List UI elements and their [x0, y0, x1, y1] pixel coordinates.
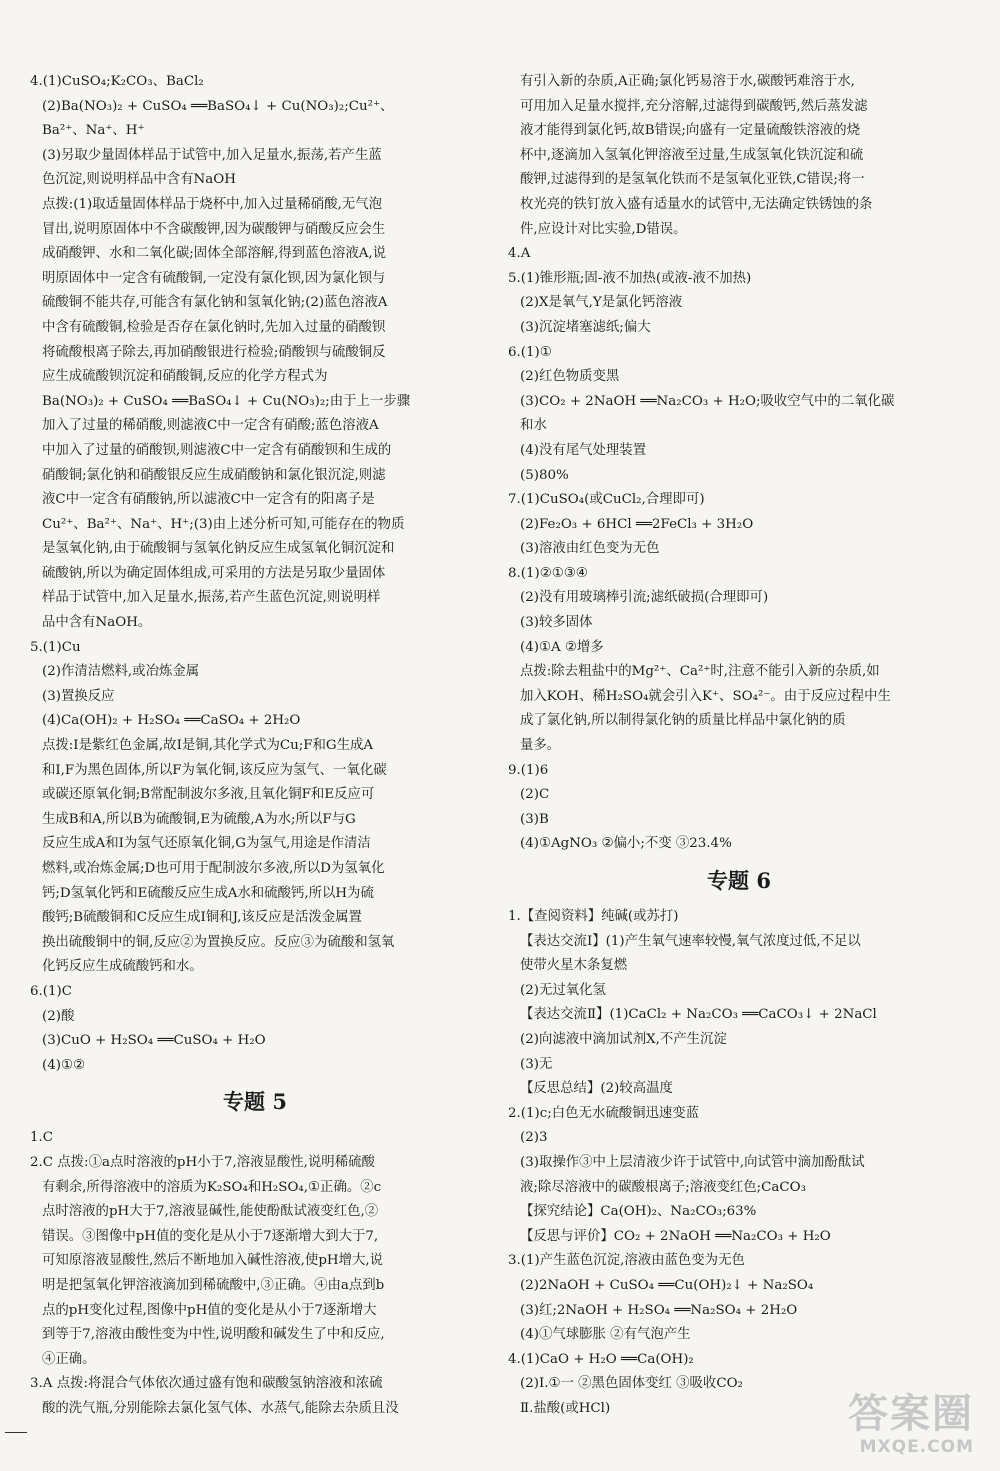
answer-line: 到等于7,溶液由酸性变为中性,说明酸和碱发生了中和反应,	[42, 1327, 385, 1343]
answer-line: 6.(1)C	[30, 983, 72, 999]
answer-line: 【表达交流Ⅰ】(1)产生氧气速率较慢,氧气浓度过低,不足以	[520, 933, 861, 949]
answer-line: 5.(1)锥形瓶;固-液不加热(或液-液不加热)	[508, 270, 752, 286]
answer-line: (2)作清洁燃料,或冶炼金属	[42, 664, 200, 680]
answer-line: 成了氯化钠,所以制得氯化钠的质量比样品中氯化钠的质	[520, 713, 846, 729]
answer-line: (3)另取少量固体样品于试管中,加入足量水,振荡,若产生蓝	[42, 147, 382, 163]
answer-line: 成硝酸钾、水和二氧化碳;固体全部溶解,得到蓝色溶液A,说	[42, 246, 387, 262]
answer-line: 生成B和A,所以B为硫酸铜,E为硫酸,A为水;所以F与G	[42, 811, 356, 827]
answer-line: 加入KOH、稀H₂SO₄就会引入K⁺、SO₄²⁻。由于反应过程中生	[520, 688, 891, 704]
answer-line: 品中含有NaOH。	[42, 615, 152, 631]
answer-line: 2.(1)c;白色无水硫酸铜迅速变蓝	[508, 1105, 700, 1121]
answer-line: 8.(1)②①③④	[508, 565, 588, 581]
answer-line: 7.(1)CuSO₄(或CuCl₂,合理即可)	[508, 492, 705, 508]
answer-line: 错误。③图像中pH值的变化是从小于7逐渐增大到大于7,	[42, 1228, 379, 1244]
answer-line: 反应生成A和I为氢气还原氧化铜,G为氢气,用途是作清洁	[42, 836, 371, 852]
right-column	[508, 70, 970, 1421]
answer-line: 1.C	[30, 1130, 54, 1146]
watermark-url: MXQE.COM	[859, 1437, 974, 1457]
answer-line: 点拨:I是紫红色金属,故I是铜,其化学式为Cu;F和G生成A	[42, 738, 374, 754]
answer-line: 硫酸铜不能共存,可能含有氯化钠和氢氧化钠;(2)蓝色溶液A	[42, 295, 388, 311]
answer-line: 将硫酸根离子除去,再加硝酸银进行检验;硝酸钡与硫酸铜反	[42, 344, 386, 360]
answer-line: 6.(1)①	[508, 344, 552, 360]
answer-line: (3)置换反应	[42, 688, 115, 704]
answer-line: 量多。	[520, 738, 561, 754]
answer-line: 明是把氢氧化钾溶液滴加到稀硫酸中,③正确。④由a点到b	[42, 1277, 385, 1293]
answer-line: 9.(1)6	[508, 762, 549, 778]
answer-line: (4)①A ②增多	[520, 639, 604, 655]
answer-line: 冒出,说明原固体中不含碳酸钾,因为碳酸钾与硝酸反应会生	[42, 221, 386, 237]
answer-line: (2)X是氧气,Y是氯化钙溶液	[520, 295, 683, 311]
answer-line: (4)①气球膨胀 ②有气泡产生	[520, 1327, 691, 1343]
answer-line: (2)没有用玻璃棒引流;滤纸破损(合理即可)	[520, 590, 769, 606]
answer-line: 酸钾,过滤得到的是氢氧化铁而不是氢氧化亚铁,C错误;将一	[520, 172, 865, 188]
answer-line: 4.(1)CaO + H₂O ══Ca(OH)₂	[508, 1351, 694, 1367]
answer-line: 明原固体中一定含有硫酸铜,一定没有氯化钡,因为氯化钡与	[42, 270, 386, 286]
answer-line: 枚光亮的铁钉放入盛有适量水的试管中,无法确定铁锈蚀的条	[520, 196, 873, 212]
answer-line: (3)无	[520, 1056, 553, 1072]
answer-line: 换出硫酸铜中的铜,反应②为置换反应。反应③为硫酸和氢氧	[42, 934, 395, 950]
answer-line: 使带火星木条复燃	[520, 958, 628, 974]
answer-line: 是氢氧化钠,由于硫酸铜与氢氧化钠反应生成氢氧化铜沉淀和	[42, 541, 395, 557]
answer-line: ④正确。	[42, 1351, 96, 1367]
answer-line: 燃料,或冶炼金属;D也可用于配制波尔多液,所以D为氢氧化	[42, 861, 385, 876]
answer-line: 4.(1)CuSO₄;K₂CO₃、BaCl₂	[30, 74, 204, 89]
answer-line: 或碳还原氧化铜;B常配制波尔多液,且氧化铜F和E反应可	[42, 787, 375, 803]
answer-line: (3)CO₂ + 2NaOH ══Na₂CO₃ + H₂O;吸收空气中的二氧化碳	[520, 393, 895, 409]
answer-line: 加入了过量的稀硝酸,则滤液C中一定含有硝酸;蓝色溶液A	[42, 418, 379, 434]
answer-line: 应生成硫酸钡沉淀和硝酸铜,反应的化学方程式为	[42, 369, 328, 385]
answer-line: (3)沉淀堵塞滤纸;偏大	[520, 319, 651, 335]
page-rule	[5, 1432, 27, 1433]
answer-line: 样品于试管中,加入足量水,振荡,若产生蓝色沉淀,则说明样	[42, 590, 381, 606]
answer-line: (2)Ⅰ.①一 ②黑色固体变红 ③吸收CO₂	[520, 1376, 743, 1392]
answer-line: (4)①②	[42, 1057, 85, 1073]
answer-line: 硝酸铜;氯化钠和硝酸银反应生成硝酸钠和氯化银沉淀,则滤	[42, 467, 386, 483]
answer-line: 化钙反应生成硫酸钙和水。	[42, 959, 203, 975]
answer-line: (2)酸	[42, 1008, 75, 1024]
answer-line: (2)2NaOH + CuSO₄ ══Cu(OH)₂↓ + Na₂SO₄	[520, 1277, 814, 1293]
answer-line: 中加入了过量的硝酸钡,则滤液C中一定含有硝酸钡和生成的	[42, 442, 392, 458]
answer-line: Ba²⁺、Na⁺、H⁺	[42, 123, 145, 139]
answer-line: (4)没有尾气处理装置	[520, 442, 647, 458]
watermark	[848, 1391, 974, 1457]
answer-line: (2)C	[520, 787, 550, 803]
answer-line: 3.A 点拨:将混合气体依次通过盛有饱和碳酸氢钠溶液和浓硫	[30, 1376, 383, 1392]
answer-line: 色沉淀,则说明样品中含有NaOH	[42, 172, 236, 188]
answer-line: 点的pH变化过程,图像中pH值的变化是从小于7逐渐增大	[42, 1302, 377, 1318]
answer-line: (2)3	[520, 1130, 548, 1146]
answer-line: 酸钙;B硫酸铜和C反应生成I铜和J,该反应是活泼金属置	[42, 910, 362, 926]
answer-line: 钙;D氢氧化钙和E硫酸反应生成A水和硫酸钙,所以H为硫	[42, 885, 374, 901]
answer-line: 2.C 点拨:①a点时溶液的pH小于7,溶液显酸性,说明稀硫酸	[30, 1154, 375, 1170]
answer-line: 【反思与评价】CO₂ + 2NaOH ══Na₂CO₃ + H₂O	[520, 1228, 831, 1244]
answer-line: 3.(1)产生蓝色沉淀,溶液由蓝色变为无色	[508, 1253, 745, 1269]
answer-line: (3)溶液由红色变为无色	[520, 541, 660, 557]
answer-line: Cu²⁺、Ba²⁺、Na⁺、H⁺;(3)由上述分析可知,可能存在的物质	[42, 516, 405, 532]
answer-line: (5)80%	[520, 467, 569, 483]
answer-line: Ba(NO₃)₂ + CuSO₄ ══BaSO₄↓ + Cu(NO₃)₂;由于上一步骤	[42, 393, 411, 409]
answer-line: 件,应设计对比实验,D错误。	[520, 221, 687, 237]
answer-line: 液;除尽溶液中的碳酸根离子;溶液变红色;CaCO₃	[520, 1179, 806, 1195]
answer-line: (3)较多固体	[520, 615, 593, 631]
answer-line: (2)红色物质变黑	[520, 369, 620, 385]
answer-line: 【探究结论】Ca(OH)₂、Na₂CO₃;63%	[520, 1204, 757, 1220]
answer-line: 【表达交流Ⅱ】(1)CaCl₂ + Na₂CO₃ ══CaCO₃↓ + 2NaCl	[520, 1007, 877, 1023]
answer-line: 点时溶液的pH大于7,溶液显碱性,能使酚酞试液变红色,②	[42, 1204, 379, 1220]
answer-line: 有引入新的杂质,A正确;氯化钙易溶于水,碳酸钙难溶于水,	[520, 74, 855, 89]
answer-line: (3)取操作③中上层清液少许于试管中,向试管中滴加酚酞试	[520, 1154, 865, 1170]
answer-line: (3)红;2NaOH + H₂SO₄ ══Na₂SO₄ + 2H₂O	[520, 1302, 798, 1318]
answer-line: (3)B	[520, 811, 549, 827]
answer-line: Ⅱ.盐酸(或HCl)	[520, 1400, 611, 1416]
answer-line: (4)Ca(OH)₂ + H₂SO₄ ══CaSO₄ + 2H₂O	[42, 713, 301, 729]
answer-line: 点拨:(1)取适量固体样品于烧杯中,加入过量稀硝酸,无气泡	[42, 196, 382, 212]
answer-line: (2)向滤液中滴加试剂X,不产生沉淀	[520, 1031, 727, 1047]
answer-line: 可知原溶液显酸性,然后不断地加入碱性溶液,使pH增大,说	[42, 1253, 384, 1269]
answer-line: 和水	[520, 418, 547, 434]
answer-line: 5.(1)Cu	[30, 639, 81, 655]
answer-line: 可用加入足量水搅拌,充分溶解,过滤得到碳酸钙,然后蒸发滤	[520, 98, 868, 114]
answer-line: 酸的洗气瓶,分别能除去氯化氢气体、水蒸气,能除去杂质且没	[42, 1400, 399, 1416]
section-heading: 专题 6	[707, 868, 771, 893]
section-heading: 专题 5	[223, 1089, 287, 1115]
answer-line: (4)①AgNO₃ ②偏小;不变 ③23.4%	[520, 836, 732, 852]
answer-line: 点拨:除去粗盐中的Mg²⁺、Ca²⁺时,注意不能引入新的杂质,如	[520, 664, 880, 680]
answer-line: (2)Ba(NO₃)₂ + CuSO₄ ══BaSO₄↓ + Cu(NO₃)₂;Cu²⁺、	[42, 98, 394, 114]
answer-line: (2)无过氧化氢	[520, 982, 606, 998]
left-column	[30, 70, 480, 1421]
answer-line: 杯中,逐滴加入氢氧化钾溶液至过量,生成氢氧化铁沉淀和硫	[520, 147, 864, 163]
answer-line: (2)Fe₂O₃ + 6HCl ══2FeCl₃ + 3H₂O	[520, 516, 754, 532]
answer-line: 4.A	[508, 246, 531, 262]
answer-line: 1.【查阅资料】纯碱(或苏打)	[508, 909, 679, 924]
answer-line: (3)CuO + H₂SO₄ ══CuSO₄ + H₂O	[42, 1033, 266, 1049]
answer-line: 中含有硫酸铜,检验是否存在氯化钠时,先加入过量的硝酸钡	[42, 319, 386, 335]
answer-line: 和I,F为黑色固体,所以F为氧化铜,该反应为氢气、一氧化碳	[42, 762, 387, 778]
answer-line: 有剩余,所得溶液中的溶质为K₂SO₄和H₂SO₄,①正确。②c	[42, 1179, 382, 1195]
answer-line: 液C中一定含有硝酸钠,所以滤液C中一定含有的阳离子是	[42, 492, 375, 508]
watermark-logo: 答案圈	[848, 1390, 974, 1437]
answer-line: 硫酸钠,所以为确定固体组成,可采用的方法是另取少量固体	[42, 565, 386, 581]
answer-line: 液才能得到氯化钙,故B错误;向盛有一定量硫酸铁溶液的烧	[520, 123, 860, 139]
answer-line: 【反思总结】(2)较高温度	[520, 1081, 673, 1097]
